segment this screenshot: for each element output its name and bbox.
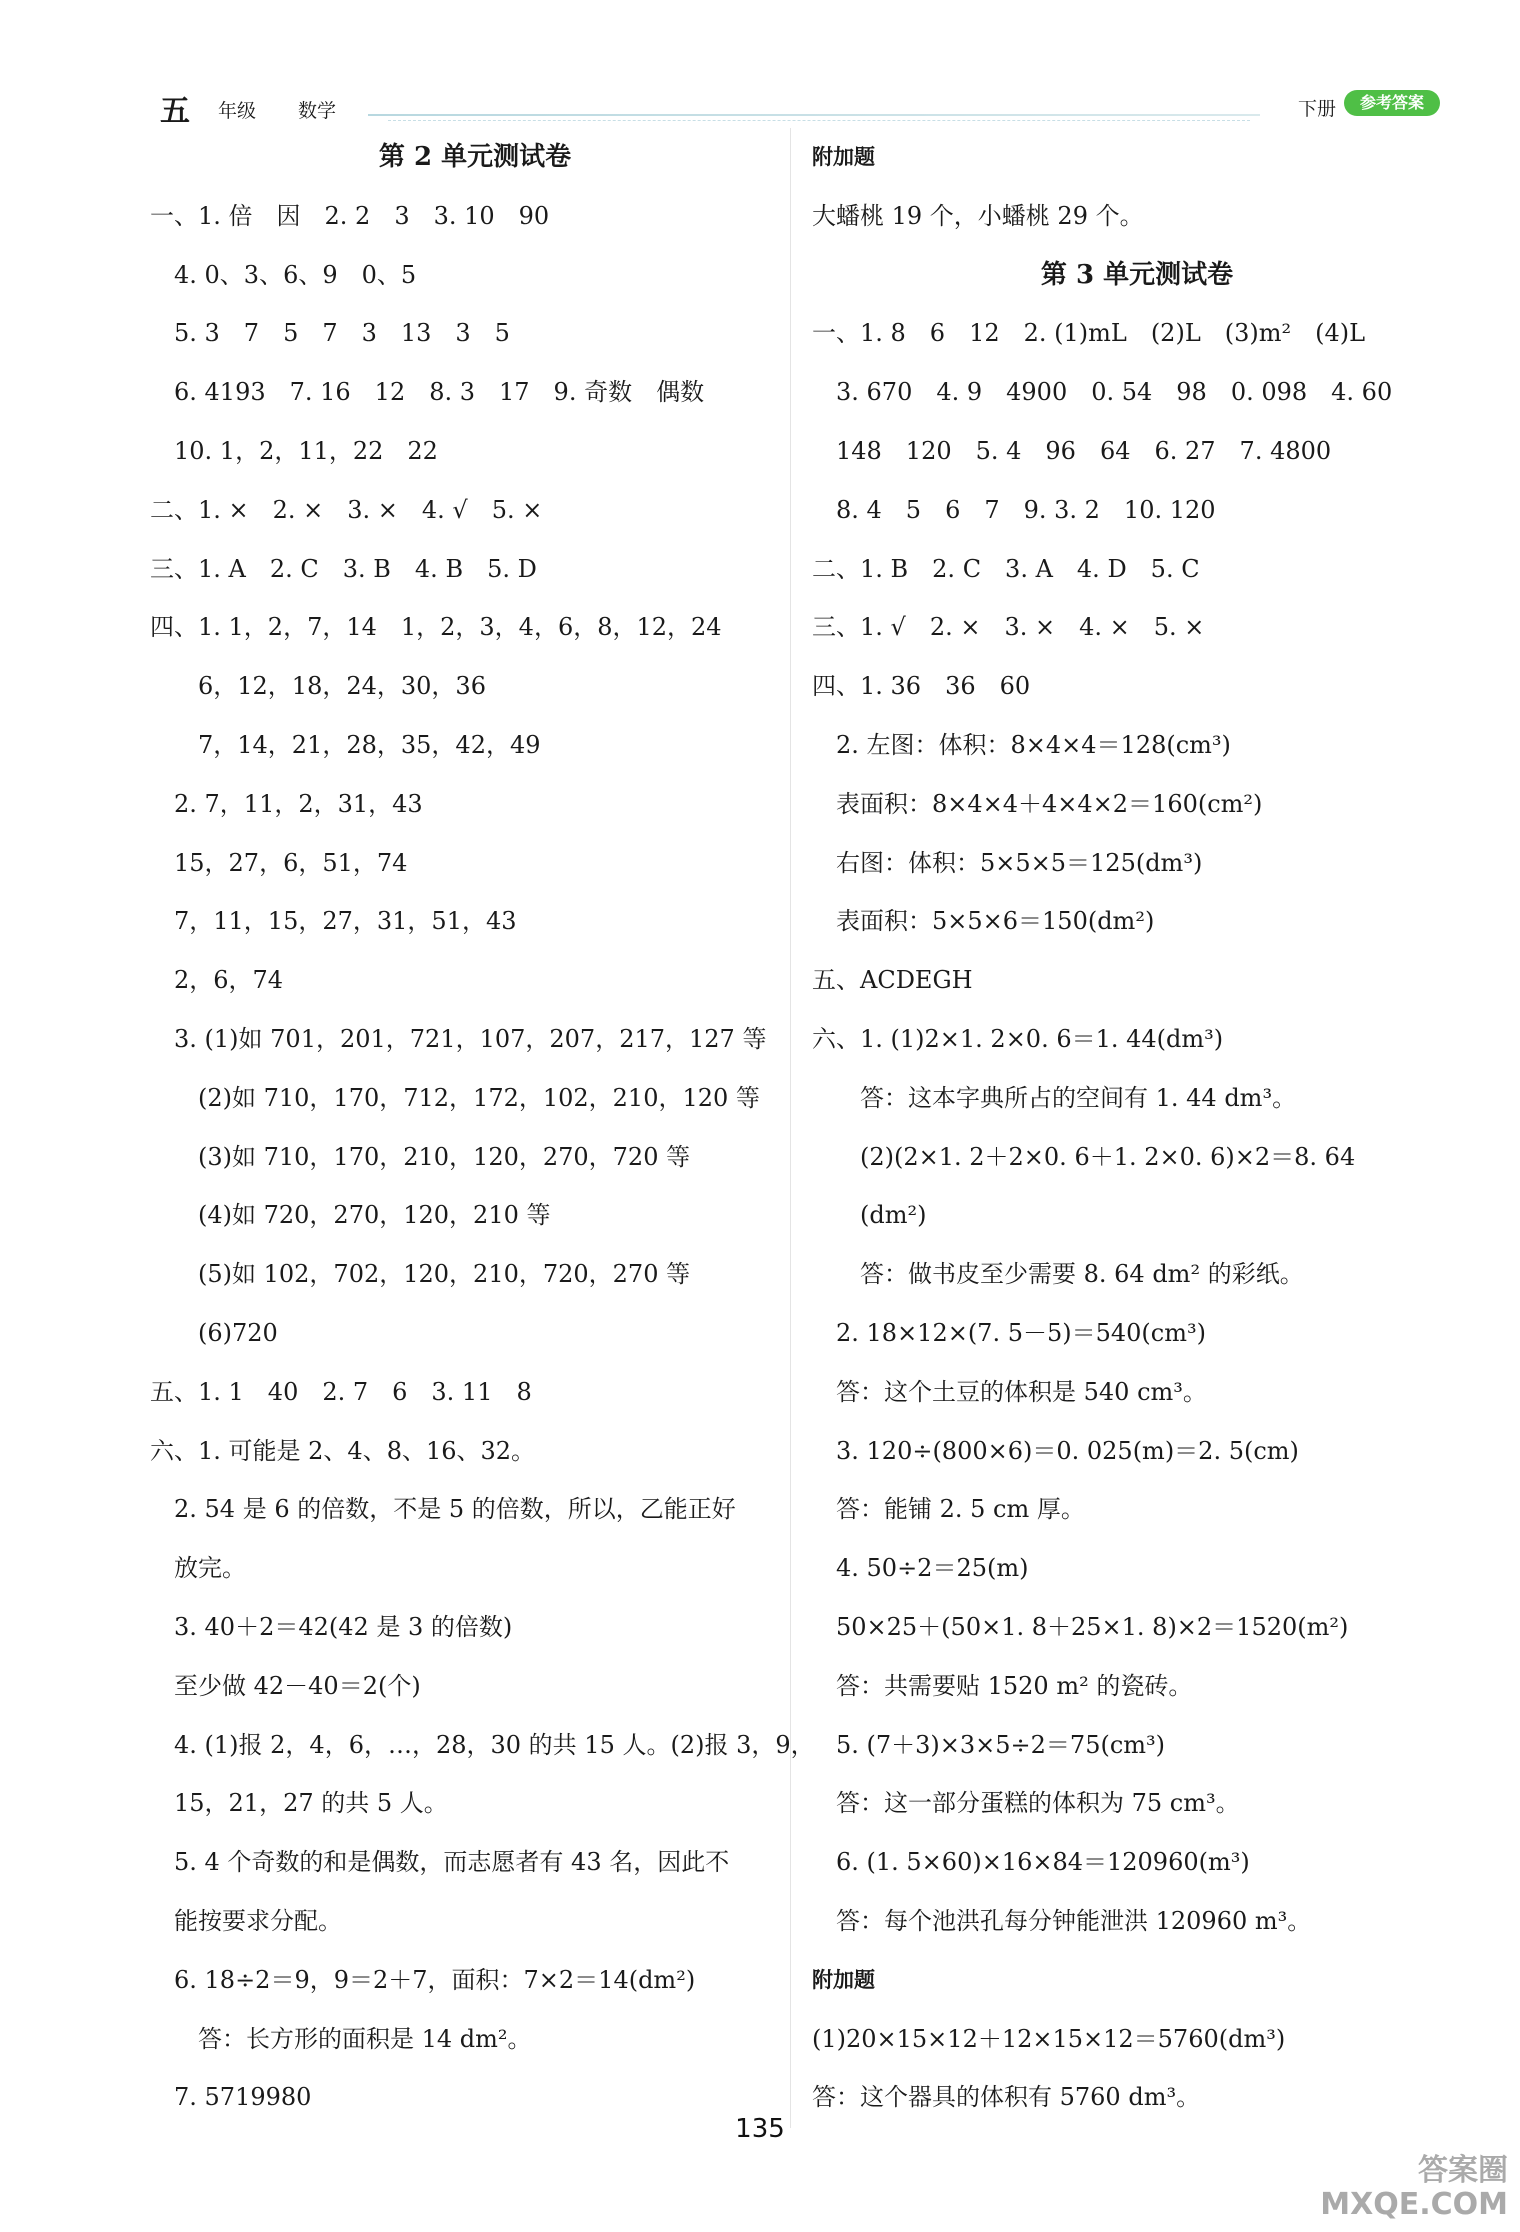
header-rule [368, 114, 1260, 116]
answer-line: 一、1. 8 6 12 2. (1)mL (2)L (3)m² (4)L [812, 319, 1366, 348]
answer-line: 10. 1，2，11，22 22 [150, 436, 438, 465]
answer-line: (dm²) [812, 1201, 927, 1230]
answer-line: 7，11，15，27，31，51，43 [150, 907, 517, 936]
answer-line: 2. 左图：体积：8×4×4＝128(cm³) [812, 730, 1231, 759]
answer-line: 答：能铺 2. 5 cm 厚。 [812, 1495, 1085, 1524]
answer-line: 三、1. √ 2. × 3. × 4. × 5. × [812, 613, 1205, 642]
answer-line: 右图：体积：5×5×5＝125(dm³) [812, 848, 1203, 877]
answer-line: 五、ACDEGH [812, 966, 973, 995]
answer-line: (3)如 710，170，210，120，270，720 等 [150, 1142, 691, 1171]
page-header [148, 80, 1440, 129]
answer-line: (1)20×15×12＋12×15×12＝5760(dm³) [812, 2024, 1286, 2053]
right-column [812, 128, 1462, 2127]
answer-badge: 参考答案 [1344, 90, 1440, 116]
answer-line: 5. (7＋3)×3×5÷2＝75(cm³) [812, 1730, 1166, 1759]
answer-line: 3. 120÷(800×6)＝0. 025(m)＝2. 5(cm) [812, 1436, 1299, 1465]
header-rule-dashed [388, 120, 1250, 122]
left-column [150, 128, 815, 2127]
answer-line: 至少做 42－40＝2(个) [150, 1671, 421, 1700]
section-title-unit3: 第 3 单元测试卷 [1040, 259, 1234, 290]
answer-line: 2，6，74 [150, 966, 284, 995]
answer-line: 答：这一部分蛋糕的体积为 75 cm³。 [812, 1789, 1240, 1818]
section-title-unit2: 第 2 单元测试卷 [378, 142, 572, 172]
answer-line: (2)(2×1. 2＋2×0. 6＋1. 2×0. 6)×2＝8. 64 [812, 1142, 1356, 1171]
answer-line: 8. 4 5 6 7 9. 3. 2 10. 120 [812, 495, 1216, 524]
bonus-heading: 附加题 [812, 1967, 875, 1992]
answer-line: (4)如 720，270，120，210 等 [150, 1201, 551, 1230]
answer-line: 3. 40＋2＝42(42 是 3 的倍数) [150, 1612, 513, 1641]
answer-line: 答：每个池洪孔每分钟能泄洪 120960 m³。 [812, 1906, 1312, 1935]
answer-line: 6. 4193 7. 16 12 8. 3 17 9. 奇数 偶数 [150, 378, 705, 407]
answer-line: 四、1. 1，2，7，14 1，2，3，4，6，8，12，24 [150, 613, 722, 642]
answer-line: 答：长方形的面积是 14 dm²。 [150, 2024, 532, 2053]
answer-line: 3. (1)如 701，201，721，107，207，217，127 等 [150, 1024, 767, 1053]
answer-line: (2)如 710，170，712，172，102，210，120 等 [150, 1083, 760, 1112]
answer-line: 5. 4 个奇数的和是偶数，而志愿者有 43 名，因此不 [150, 1848, 730, 1877]
answer-line: 四、1. 36 36 60 [812, 672, 1031, 701]
answer-line: 15，21，27 的共 5 人。 [150, 1789, 448, 1818]
answer-line: (6)720 [150, 1318, 278, 1347]
volume-label: 下册 [1297, 98, 1336, 120]
answer-line: 答：这个器具的体积有 5760 dm³。 [812, 2083, 1201, 2112]
answer-line: 6，12，18，24，30，36 [150, 672, 486, 701]
answer-line: 二、1. B 2. C 3. A 4. D 5. C [812, 554, 1200, 583]
answer-line: 五、1. 1 40 2. 7 6 3. 11 8 [150, 1377, 532, 1406]
answer-line: 2. 18×12×(7. 5－5)＝540(cm³) [812, 1318, 1206, 1347]
answer-line: 表面积：8×4×4＋4×4×2＝160(cm²) [812, 789, 1263, 818]
answer-line: 4. 50÷2＝25(m) [812, 1554, 1029, 1583]
answer-line: 3. 670 4. 9 4900 0. 54 98 0. 098 4. 60 [812, 378, 1393, 407]
answer-line: 六、1. (1)2×1. 2×0. 6＝1. 44(dm³) [812, 1024, 1224, 1053]
subject-label: 数学 [298, 100, 337, 122]
answer-line: 7，14，21，28，35，42，49 [150, 730, 541, 759]
answer-line: 4. (1)报 2，4，6，…，28，30 的共 15 人。(2)报 3，9， [150, 1730, 815, 1759]
answer-line: 148 120 5. 4 96 64 6. 27 7. 4800 [812, 436, 1332, 465]
answer-line: 六、1. 可能是 2、4、8、16、32。 [150, 1436, 536, 1465]
grade-label: 年级 [218, 100, 257, 122]
answer-line: 50×25＋(50×1. 8＋25×1. 8)×2＝1520(m²) [812, 1612, 1349, 1641]
answer-line: 答：共需要贴 1520 m² 的瓷砖。 [812, 1671, 1193, 1700]
answer-line: 5. 3 7 5 7 3 13 3 5 [150, 319, 510, 348]
answer-line: 4. 0、3、6、9 0、5 [150, 260, 417, 289]
answer-line: (5)如 102，702，120，210，720，270 等 [150, 1260, 691, 1289]
answer-line: 能按要求分配。 [150, 1906, 342, 1935]
answer-line: 6. 18÷2＝9，9＝2＋7，面积：7×2＝14(dm²) [150, 1965, 696, 1994]
answer-line: 15，27，6，51，74 [150, 848, 408, 877]
answer-line: 表面积：5×5×6＝150(dm²) [812, 907, 1155, 936]
answer-line: 一、1. 倍 因 2. 2 3 3. 10 90 [150, 201, 550, 230]
answer-line: 答：做书皮至少需要 8. 64 dm² 的彩纸。 [812, 1260, 1304, 1289]
grade-number: 五 [160, 94, 190, 129]
answer-line: 6. (1. 5×60)×16×84＝120960(m³) [812, 1848, 1250, 1877]
answer-line: 7. 5719980 [150, 2083, 312, 2112]
answer-line: 三、1. A 2. C 3. B 4. B 5. D [150, 554, 537, 583]
answer-line: 答：这本字典所占的空间有 1. 44 dm³。 [812, 1083, 1297, 1112]
bonus-heading: 附加题 [812, 145, 875, 169]
answer-line: 2. 7，11，2，31，43 [150, 789, 423, 818]
answer-line: 2. 54 是 6 的倍数，不是 5 的倍数，所以，乙能正好 [150, 1495, 736, 1524]
answer-line: 大蟠桃 19 个，小蟠桃 29 个。 [812, 201, 1144, 230]
page-number: 135 [735, 2114, 785, 2144]
answer-line: 二、1. × 2. × 3. × 4. √ 5. × [150, 495, 543, 524]
answer-line: 放完。 [150, 1554, 246, 1583]
answer-line: 答：这个土豆的体积是 540 cm³。 [812, 1377, 1207, 1406]
site-watermark: 答案圈 MXQE.COM [1320, 2153, 1508, 2222]
